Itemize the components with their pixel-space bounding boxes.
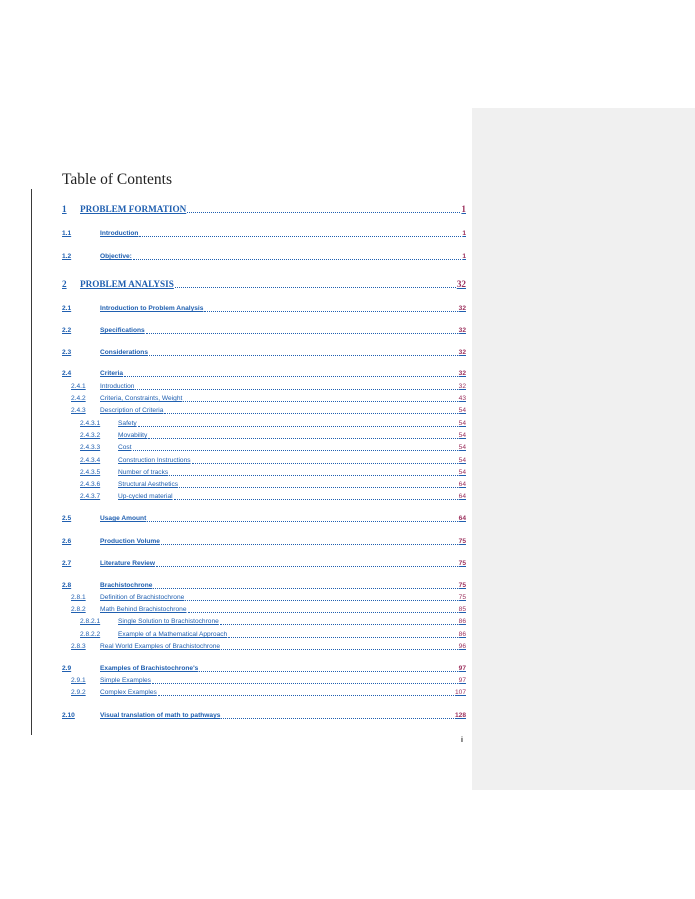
toc-entry-2-4-3-2[interactable]: 2.4.3.2 Movability 54	[80, 432, 466, 439]
toc-entry-2-4-3-3[interactable]: 2.4.3.3 Cost 54	[80, 444, 466, 451]
toc-entry-2-4-3-6[interactable]: 2.4.3.6 Structural Aesthetics 64	[80, 481, 466, 488]
toc-entry-2-10[interactable]: 2.10 Visual translation of math to pathways 128	[62, 712, 466, 719]
toc-entry-2-5[interactable]: 2.5 Usage Amount 64	[62, 515, 466, 522]
change-bar	[31, 189, 32, 735]
toc-entry-2-4[interactable]: 2.4 Criteria 32	[62, 370, 466, 377]
table-of-contents	[62, 0, 466, 899]
toc-entry-2-4-3[interactable]: 2.4.3 Description of Criteria 54	[71, 407, 466, 414]
toc-entry-2-8-2[interactable]: 2.8.2 Math Behind Brachistochrone 85	[71, 606, 466, 613]
page-number: i	[461, 737, 463, 744]
toc-entry-2-8[interactable]: 2.8 Brachistochrone 75	[62, 582, 466, 589]
toc-entry-2-4-3-5[interactable]: 2.4.3.5 Number of tracks 54	[80, 469, 466, 476]
toc-entry-1-2[interactable]: 1.2 Objective: 1	[62, 253, 466, 260]
comment-pane	[472, 108, 695, 790]
toc-title: Table of Contents	[62, 171, 172, 188]
toc-entry-2-8-2-1[interactable]: 2.8.2.1 Single Solution to Brachistochrone 86	[80, 618, 466, 625]
toc-entry-2-7[interactable]: 2.7 Literature Review 75	[62, 560, 466, 567]
toc-entry-2-4-2[interactable]: 2.4.2 Criteria, Constraints, Weight 43	[71, 395, 466, 402]
toc-entry-2-3[interactable]: 2.3 Considerations 32	[62, 349, 466, 356]
toc-entry-1-1[interactable]: 1.1 Introduction 1	[62, 230, 466, 237]
toc-entry-2-4-3-7[interactable]: 2.4.3.7 Up-cycled material 64	[80, 493, 466, 500]
toc-entry-2-1[interactable]: 2.1 Introduction to Problem Analysis 32	[62, 305, 466, 312]
toc-entry-2[interactable]: 2 PROBLEM ANALYSIS 32	[62, 279, 466, 289]
toc-entry-2-2[interactable]: 2.2 Specifications 32	[62, 327, 466, 334]
toc-entry-2-9-1[interactable]: 2.9.1 Simple Examples 97	[71, 677, 466, 684]
toc-entry-2-8-3[interactable]: 2.8.3 Real World Examples of Brachistochrone 96	[71, 643, 466, 650]
toc-entry-2-6[interactable]: 2.6 Production Volume 75	[62, 538, 466, 545]
toc-entry-2-8-2-2[interactable]: 2.8.2.2 Example of a Mathematical Approach 86	[80, 631, 466, 638]
toc-entry-2-8-1[interactable]: 2.8.1 Definition of Brachistochrone 75	[71, 594, 466, 601]
toc-entry-1[interactable]: 1 PROBLEM FORMATION 1	[62, 204, 466, 214]
toc-entry-2-9-2[interactable]: 2.9.2 Complex Examples 107	[71, 689, 466, 696]
toc-entry-2-4-3-4[interactable]: 2.4.3.4 Construction Instructions 54	[80, 457, 466, 464]
toc-entry-2-9[interactable]: 2.9 Examples of Brachistochrone's 97	[62, 665, 466, 672]
toc-entry-2-4-1[interactable]: 2.4.1 Introduction 32	[71, 383, 466, 390]
toc-entry-2-4-3-1[interactable]: 2.4.3.1 Safety 54	[80, 420, 466, 427]
